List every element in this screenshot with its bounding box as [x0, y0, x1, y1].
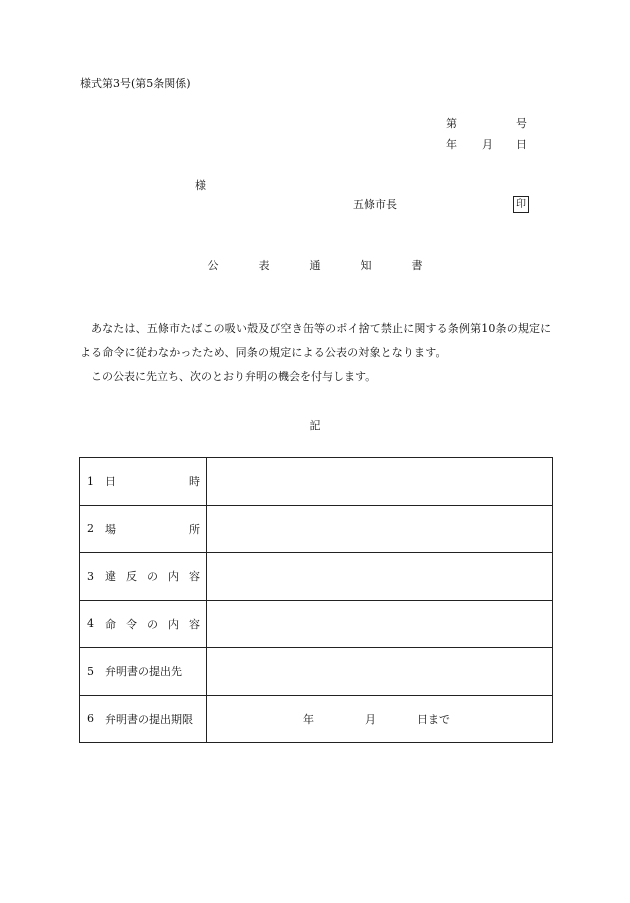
deadline-year-label: 年: [303, 712, 314, 726]
row-label-cell: [80, 458, 207, 506]
table-row: [80, 458, 553, 506]
deadline-month-label: 月: [365, 712, 376, 726]
date-year-label: 年: [446, 138, 457, 151]
row-label-cell: [80, 600, 207, 648]
row-label-text: [105, 711, 200, 727]
row-value-cell[interactable]: [207, 458, 553, 506]
row-number: 6: [87, 712, 94, 726]
row-value-cell[interactable]: [207, 553, 553, 601]
row-label-cell: [80, 648, 207, 696]
row-label-char: 日: [105, 475, 116, 489]
body-paragraph-1: あなたは、五條市たばこの吸い殻及び空き缶等のポイ捨て禁止に関する条例第10条の規定による命令に従わなかったため、同条の規定による公表の対象となります。: [80, 322, 552, 359]
body-paragraph-2: この公表に先立ち、次のとおり弁明の機会を付与します。: [91, 370, 377, 383]
row-label-char: の: [147, 570, 158, 584]
row-number: 4: [87, 617, 94, 631]
row-label-char: 弁明書の提出期限: [105, 712, 193, 726]
title-char: 通: [309, 259, 321, 272]
date-day-label: 日: [516, 138, 527, 151]
table-row: [80, 553, 553, 601]
row-label-char: 時: [189, 475, 200, 489]
row-label-char: 内: [168, 570, 179, 584]
row-number: 3: [87, 569, 94, 583]
row-label-cell: [80, 505, 207, 553]
title-char: 公: [207, 259, 219, 272]
addressee-honorific: 様: [195, 179, 206, 192]
title-char: 表: [258, 259, 270, 272]
row-label-char: 場: [105, 522, 116, 536]
row-label-char: 容: [189, 617, 200, 631]
document-number-prefix: 第: [446, 117, 457, 130]
row-label-char: 弁明書の提出先: [105, 665, 182, 679]
row-number: 1: [87, 474, 94, 488]
row-label-text: [105, 663, 200, 679]
row-label-char: 命: [105, 617, 116, 631]
row-label: [80, 663, 206, 679]
row-label-cell: [80, 695, 207, 743]
row-value-cell[interactable]: [207, 648, 553, 696]
row-label: [80, 711, 206, 727]
table-row: [80, 648, 553, 696]
ki-heading: 記: [309, 419, 321, 432]
row-label-char: 反: [126, 570, 137, 584]
table-row: [80, 695, 553, 743]
form-number-label: 様式第3号(第5条関係): [80, 77, 191, 90]
document-number-suffix: 号: [516, 117, 527, 130]
row-number: 2: [87, 522, 94, 536]
row-label: [80, 616, 206, 632]
deadline-date: [207, 711, 552, 727]
row-label-text: [105, 473, 200, 489]
row-label-char: 所: [189, 522, 200, 536]
row-label: [80, 521, 206, 537]
row-label-char: 内: [168, 617, 179, 631]
date-month-label: 月: [482, 138, 493, 151]
details-table: [79, 457, 553, 743]
deadline-day-label: 日まで: [417, 712, 450, 726]
row-value-cell[interactable]: [207, 695, 553, 743]
row-label-text: [105, 568, 200, 584]
row-value-cell[interactable]: [207, 600, 553, 648]
table-row: [80, 600, 553, 648]
title-char: 書: [411, 259, 423, 272]
document-title: [0, 260, 630, 271]
row-label-char: の: [147, 617, 158, 631]
row-number: 5: [87, 664, 94, 678]
row-label-char: 令: [126, 617, 137, 631]
row-label: [80, 473, 206, 489]
sender-name: 五條市長: [353, 198, 397, 211]
table-row: [80, 505, 553, 553]
row-label-char: 違: [105, 570, 116, 584]
row-label-cell: [80, 553, 207, 601]
row-label-text: [105, 521, 200, 537]
row-label-char: 容: [189, 570, 200, 584]
row-label-text: [105, 616, 200, 632]
seal-mark: 印: [513, 196, 529, 213]
title-char: 知: [360, 259, 372, 272]
row-value-cell[interactable]: [207, 505, 553, 553]
row-label: [80, 568, 206, 584]
